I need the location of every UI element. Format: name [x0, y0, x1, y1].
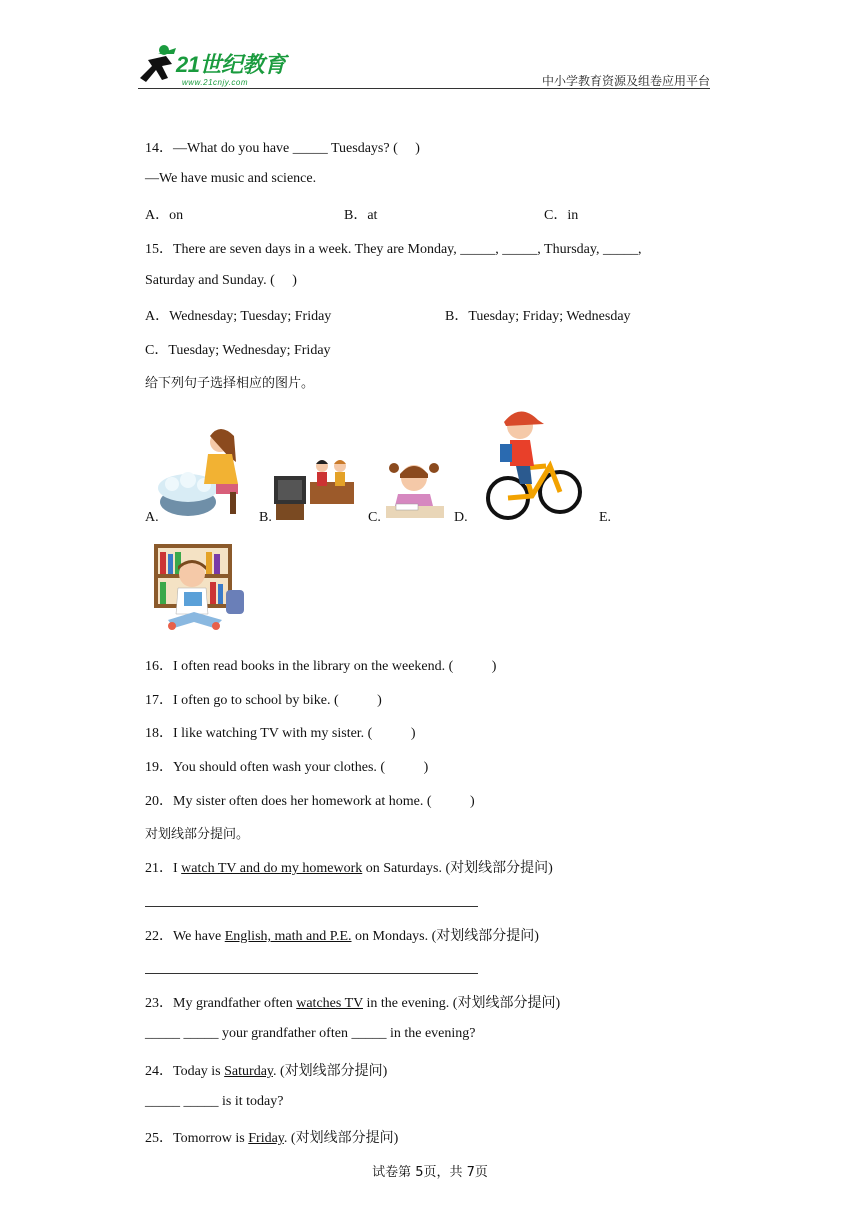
- q23-answer: _____ _____ your grandfather often _____ in the evening?: [145, 1026, 476, 1041]
- q20: 20．My sister often does her homework at home. ( ): [145, 794, 475, 809]
- q15-stem-1: 15．There are seven days in a week. They are Monday, _____, _____, Thursday, _____,: [145, 242, 642, 257]
- picture-label-b: B.: [259, 510, 272, 525]
- q24-post: . (对划线部分提问): [273, 1064, 388, 1079]
- q24-pre: 24．Today is: [145, 1064, 225, 1079]
- header-divider: [138, 88, 710, 89]
- watching-tv-illustration: [272, 454, 356, 522]
- q23-pre: 23．My grandfather often: [145, 996, 297, 1011]
- page-header: [138, 40, 710, 92]
- logo-text: 21世纪教育: [176, 52, 286, 77]
- doing-homework-illustration: [382, 456, 448, 522]
- q16: 16．I often read books in the library on the weekend. ( ): [145, 659, 497, 674]
- picture-label-d: D.: [454, 510, 468, 525]
- q22-stem: [145, 925, 539, 945]
- site-logo: [138, 42, 308, 90]
- platform-title: 中小学教育资源及组卷应用平台: [541, 74, 710, 88]
- picture-label-a: A.: [145, 510, 159, 525]
- runner-logo-icon: [138, 42, 178, 86]
- q19: 19．You should often wash your clothes. ( ): [145, 760, 429, 775]
- picture-label-e: E.: [599, 510, 612, 525]
- q14-answer-line: —We have music and science.: [145, 171, 317, 186]
- q25-stem: [145, 1127, 398, 1147]
- q15-stem-2: Saturday and Sunday. ( ): [145, 273, 297, 288]
- reading-in-library-illustration: [154, 544, 246, 632]
- riding-bike-illustration: [484, 404, 584, 522]
- q14-option-c: C．in: [544, 208, 579, 223]
- q23-post: in the evening. (对划线部分提问): [362, 996, 561, 1011]
- q18: 18．I like watching TV with my sister. ( ): [145, 726, 416, 741]
- q22-pre: 22．We have: [145, 929, 225, 944]
- q14-option-a: A．on: [145, 208, 184, 223]
- q22-post: on Mondays. (对划线部分提问): [351, 929, 539, 944]
- section-pictures-instruction: 给下列句子选择相应的图片。: [145, 376, 315, 391]
- q24-answer: _____ _____ is it today?: [145, 1094, 284, 1109]
- q21-stem: [145, 857, 553, 877]
- q15-option-c: C．Tuesday; Wednesday; Friday: [145, 343, 331, 358]
- q25-post: . (对划线部分提问): [283, 1131, 399, 1146]
- q21-post: on Saturdays. (对划线部分提问): [362, 861, 553, 876]
- q25-pre: 25．Tomorrow is: [145, 1131, 249, 1146]
- q21-pre: 21．I: [145, 861, 182, 876]
- q24-underlined: Saturday: [224, 1064, 273, 1079]
- q22-underlined: English, math and P.E.: [224, 929, 352, 944]
- q24-stem: [145, 1060, 387, 1080]
- q22-answer-line[interactable]: [145, 973, 478, 974]
- q21-underlined: watch TV and do my homework: [181, 861, 363, 876]
- q21-answer-line[interactable]: [145, 906, 478, 907]
- q17: 17．I often go to school by bike. ( ): [145, 693, 382, 708]
- q14-option-b: B．at: [344, 208, 378, 223]
- q15-option-a: A．Wednesday; Tuesday; Friday: [145, 309, 332, 324]
- q25-underlined: Friday: [248, 1131, 284, 1146]
- logo-url: www.21cnjy.com: [182, 78, 248, 87]
- q23-stem: [145, 992, 560, 1012]
- q15-option-b: B．Tuesday; Friday; Wednesday: [445, 309, 631, 324]
- section-underline-instruction: 对划线部分提问。: [145, 827, 250, 842]
- q23-underlined: watches TV: [296, 996, 363, 1011]
- washing-clothes-illustration: [158, 422, 244, 520]
- page-footer: 试卷第 5页，共 7页: [372, 1165, 488, 1180]
- picture-label-c: C.: [368, 510, 381, 525]
- q14-stem: 14．—What do you have _____ Tuesdays? ( ): [145, 141, 420, 156]
